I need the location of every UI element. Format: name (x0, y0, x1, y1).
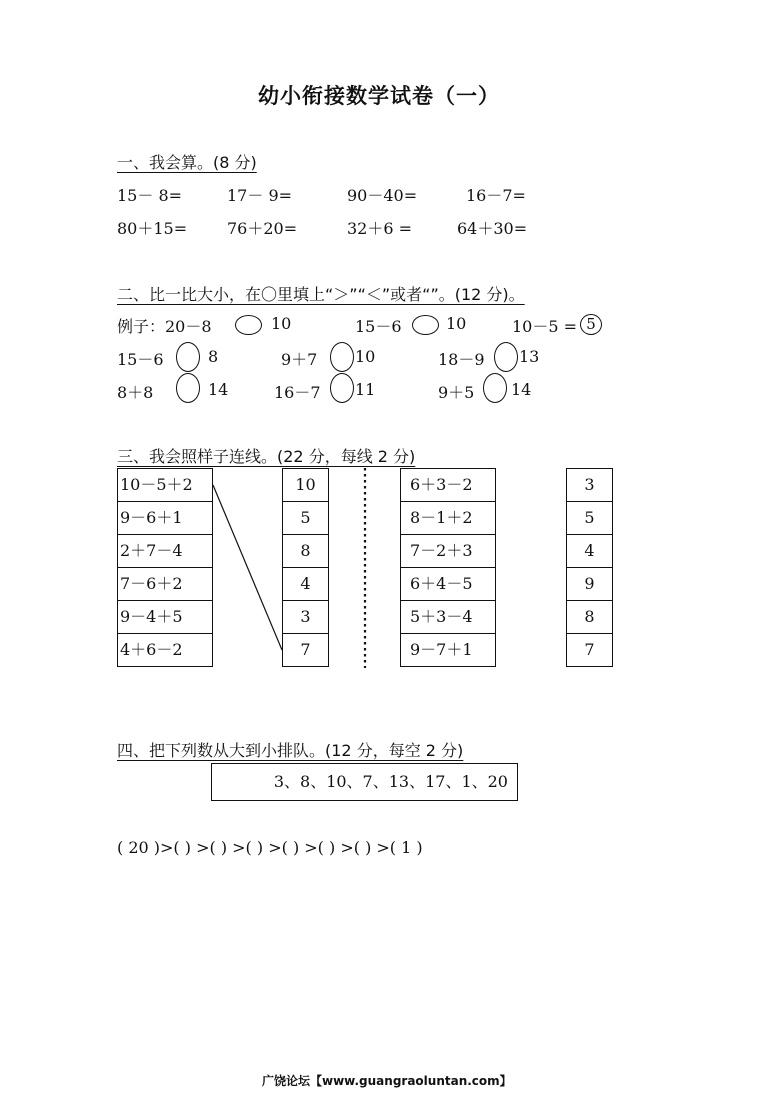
compare-right: 10 (446, 314, 467, 333)
section3-heading: 三、我会照样子连线。(22 分，每线 2 分) (117, 447, 416, 466)
number-box[interactable]: 8 (566, 600, 613, 634)
number-box[interactable]: 3 (566, 468, 613, 502)
expression-box[interactable]: 4＋6－2 (117, 633, 213, 667)
compare-right: 14 (208, 380, 229, 399)
compare-left: 9＋5 (438, 383, 475, 402)
number-box[interactable]: 5 (566, 501, 613, 535)
expression-box[interactable]: 6＋4－5 (400, 567, 496, 601)
expression-box[interactable]: 9－6＋1 (117, 501, 213, 535)
number-box[interactable]: 10 (282, 468, 329, 502)
compare-left: 16－7 (274, 383, 321, 402)
number-box[interactable]: 4 (566, 534, 613, 568)
expression-box[interactable]: 2＋7－4 (117, 534, 213, 568)
expression-box[interactable]: 9－4＋5 (117, 600, 213, 634)
problem: 16－7= (466, 186, 526, 205)
compare-left: 10－5 = (512, 317, 578, 336)
compare-right: 13 (519, 347, 540, 366)
problem: 80＋15= (117, 219, 188, 238)
number-box[interactable]: 5 (282, 501, 329, 535)
problem: 76＋20= (227, 219, 298, 238)
problem: 17－ 9= (227, 186, 293, 205)
compare-right: 10 (355, 347, 376, 366)
compare-right: 11 (355, 380, 376, 399)
number-box[interactable]: 9 (566, 567, 613, 601)
compare-left: 18－9 (438, 350, 485, 369)
section1-heading: 一、我会算。(8 分) (117, 153, 257, 172)
compare-left: 15－6 (117, 350, 164, 369)
number-box[interactable]: 8 (282, 534, 329, 568)
expression-box[interactable]: 8－1＋2 (400, 501, 496, 535)
page-title: 幼小衔接数学试卷（一） (258, 84, 500, 108)
number-box[interactable]: 4 (282, 567, 329, 601)
expression-box[interactable]: 5＋3－4 (400, 600, 496, 634)
problem: 32＋6 = (347, 219, 413, 238)
expression-box[interactable]: 7－6＋2 (117, 567, 213, 601)
number-box[interactable]: 7 (566, 633, 613, 667)
footer: 广饶论坛【www.guangraoluntan.com】 (262, 1074, 512, 1088)
problem: 15－ 8= (117, 186, 183, 205)
expression-box[interactable]: 10－5＋2 (117, 468, 213, 502)
compare-right: 10 (271, 314, 292, 333)
number-box[interactable]: 3 (282, 600, 329, 634)
compare-right: 14 (511, 380, 532, 399)
expression-box[interactable]: 7－2＋3 (400, 534, 496, 568)
compare-left: 8＋8 (117, 383, 154, 402)
expression-box[interactable]: 9－7＋1 (400, 633, 496, 667)
example-connection-line (213, 485, 282, 650)
number-box[interactable]: 7 (282, 633, 329, 667)
example-label: 例子：20－8 (117, 317, 212, 336)
ordering-answer-line[interactable]: ( 20 )>( ) >( ) >( ) >( ) >( ) >( ) >( 1 ) (117, 838, 423, 857)
section4-heading: 四、把下列数从大到小排队。(12 分，每空 2 分) (117, 741, 464, 760)
compare-left: 9＋7 (281, 350, 318, 369)
section2-heading: 二、比一比大小，在〇里填上“＞”“＜”或者“”。(12 分)。 (117, 285, 525, 304)
example-answer-circle: 5 (580, 314, 602, 335)
compare-left: 15－6 (355, 317, 402, 336)
expression-box[interactable]: 6＋3－2 (400, 468, 496, 502)
problem: 90－40= (347, 186, 418, 205)
numbers-box: 3、8、10、7、13、17、1、20 (211, 763, 518, 801)
problem: 64＋30= (457, 219, 528, 238)
compare-right: 8 (208, 347, 219, 366)
